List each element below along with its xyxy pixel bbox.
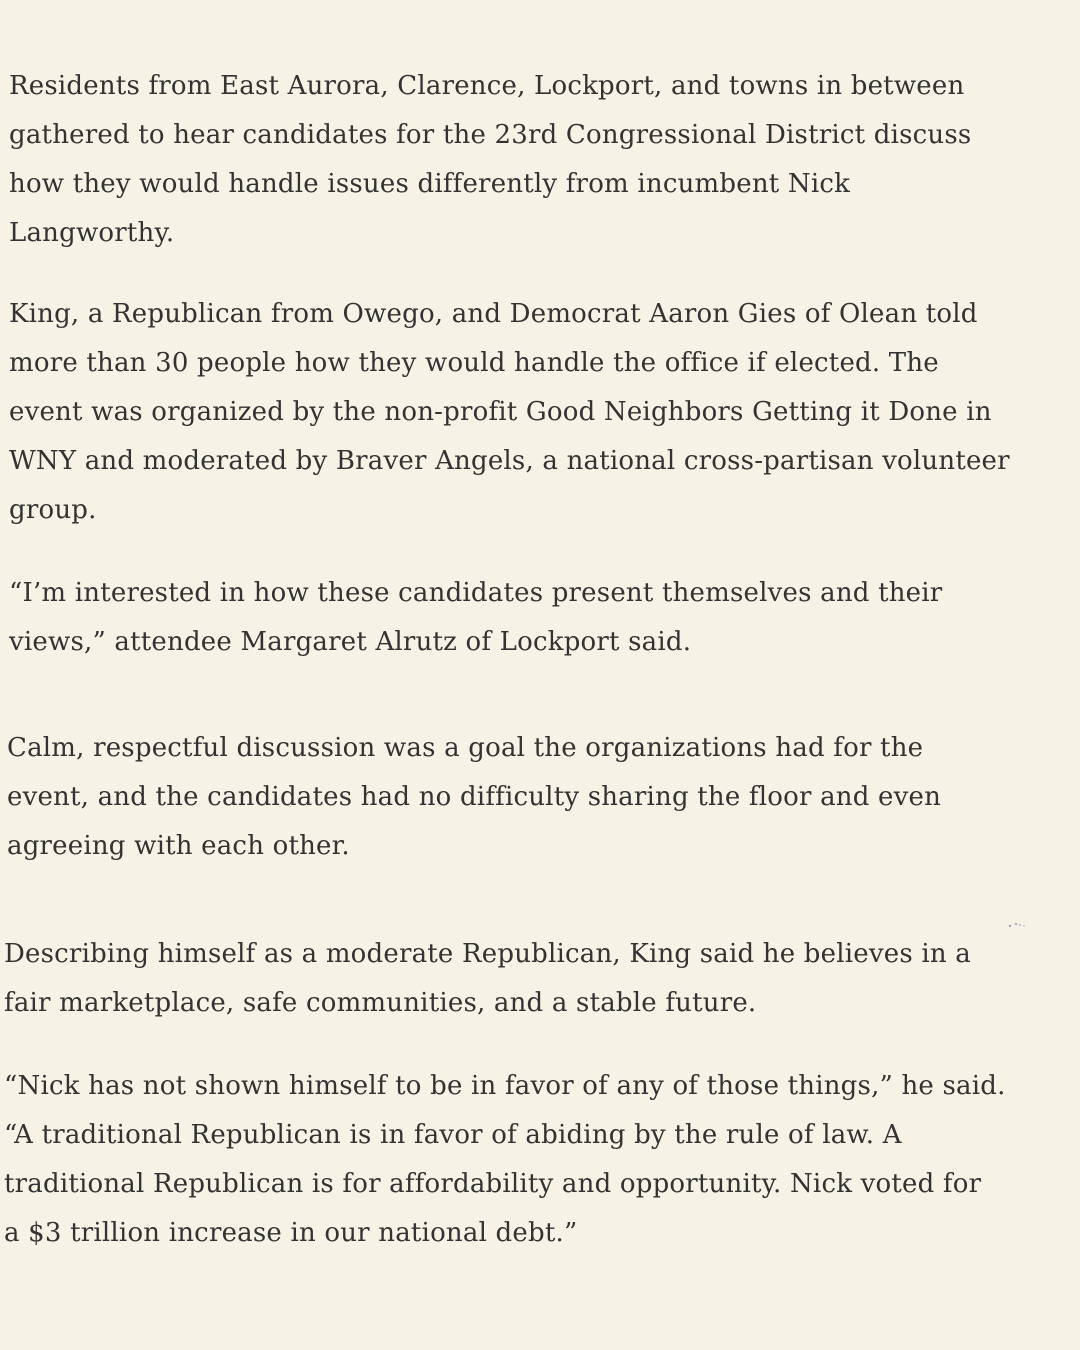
paragraph-candidates xyxy=(9,290,1010,535)
paragraph-line: a $3 trillion increase in our national debt.” xyxy=(4,1218,578,1248)
paragraph-line: “Nick has not shown himself to be in favor of any of those things,” he said. xyxy=(4,1071,1006,1101)
paragraph-line: more than 30 people how they would handle the office if elected. The xyxy=(9,348,939,378)
paragraph-line: Langworthy. xyxy=(9,218,175,248)
paragraph-line: event was organized by the non-profit Good Neighbors Getting it Done in xyxy=(9,397,992,427)
paragraph-line: agreeing with each other. xyxy=(7,831,350,861)
paragraph-residents xyxy=(9,62,971,258)
paragraph-line: group. xyxy=(9,495,97,525)
paragraph-line: how they would handle issues differently from incumbent Nick xyxy=(9,169,851,199)
paragraph-quote-attendee xyxy=(9,569,942,667)
paragraph-line: “I’m interested in how these candidates present themselves and their xyxy=(9,578,943,608)
paragraph-discussion xyxy=(7,724,941,871)
paragraph-line: Calm, respectful discussion was a goal the organizations had for the xyxy=(7,733,924,763)
paragraph-line: fair marketplace, safe communities, and a stable future. xyxy=(4,988,757,1018)
paragraph-line: gathered to hear candidates for the 23rd Congressional District discuss xyxy=(9,120,972,150)
paragraph-line: views,” attendee Margaret Alrutz of Lockport said. xyxy=(9,627,692,657)
paragraph-line: traditional Republican is for affordability and opportunity. Nick voted for xyxy=(4,1169,982,1199)
paragraph-line: King, a Republican from Owego, and Democrat Aaron Gies of Olean told xyxy=(9,299,978,329)
paragraph-line: Describing himself as a moderate Republican, King said he believes in a xyxy=(4,939,971,969)
paragraph-line: “A traditional Republican is in favor of abiding by the rule of law. A xyxy=(4,1120,902,1150)
paragraph-line: WNY and moderated by Braver Angels, a national cross-partisan volunteer xyxy=(9,446,1010,476)
paragraph-line: event, and the candidates had no difficulty sharing the floor and even xyxy=(7,782,942,812)
paragraph-king-description xyxy=(4,930,971,1028)
sparkle-icon xyxy=(1006,919,1028,929)
paragraph-quote-king xyxy=(4,1062,1006,1258)
paragraph-line: Residents from East Aurora, Clarence, Lockport, and towns in between xyxy=(9,71,965,101)
